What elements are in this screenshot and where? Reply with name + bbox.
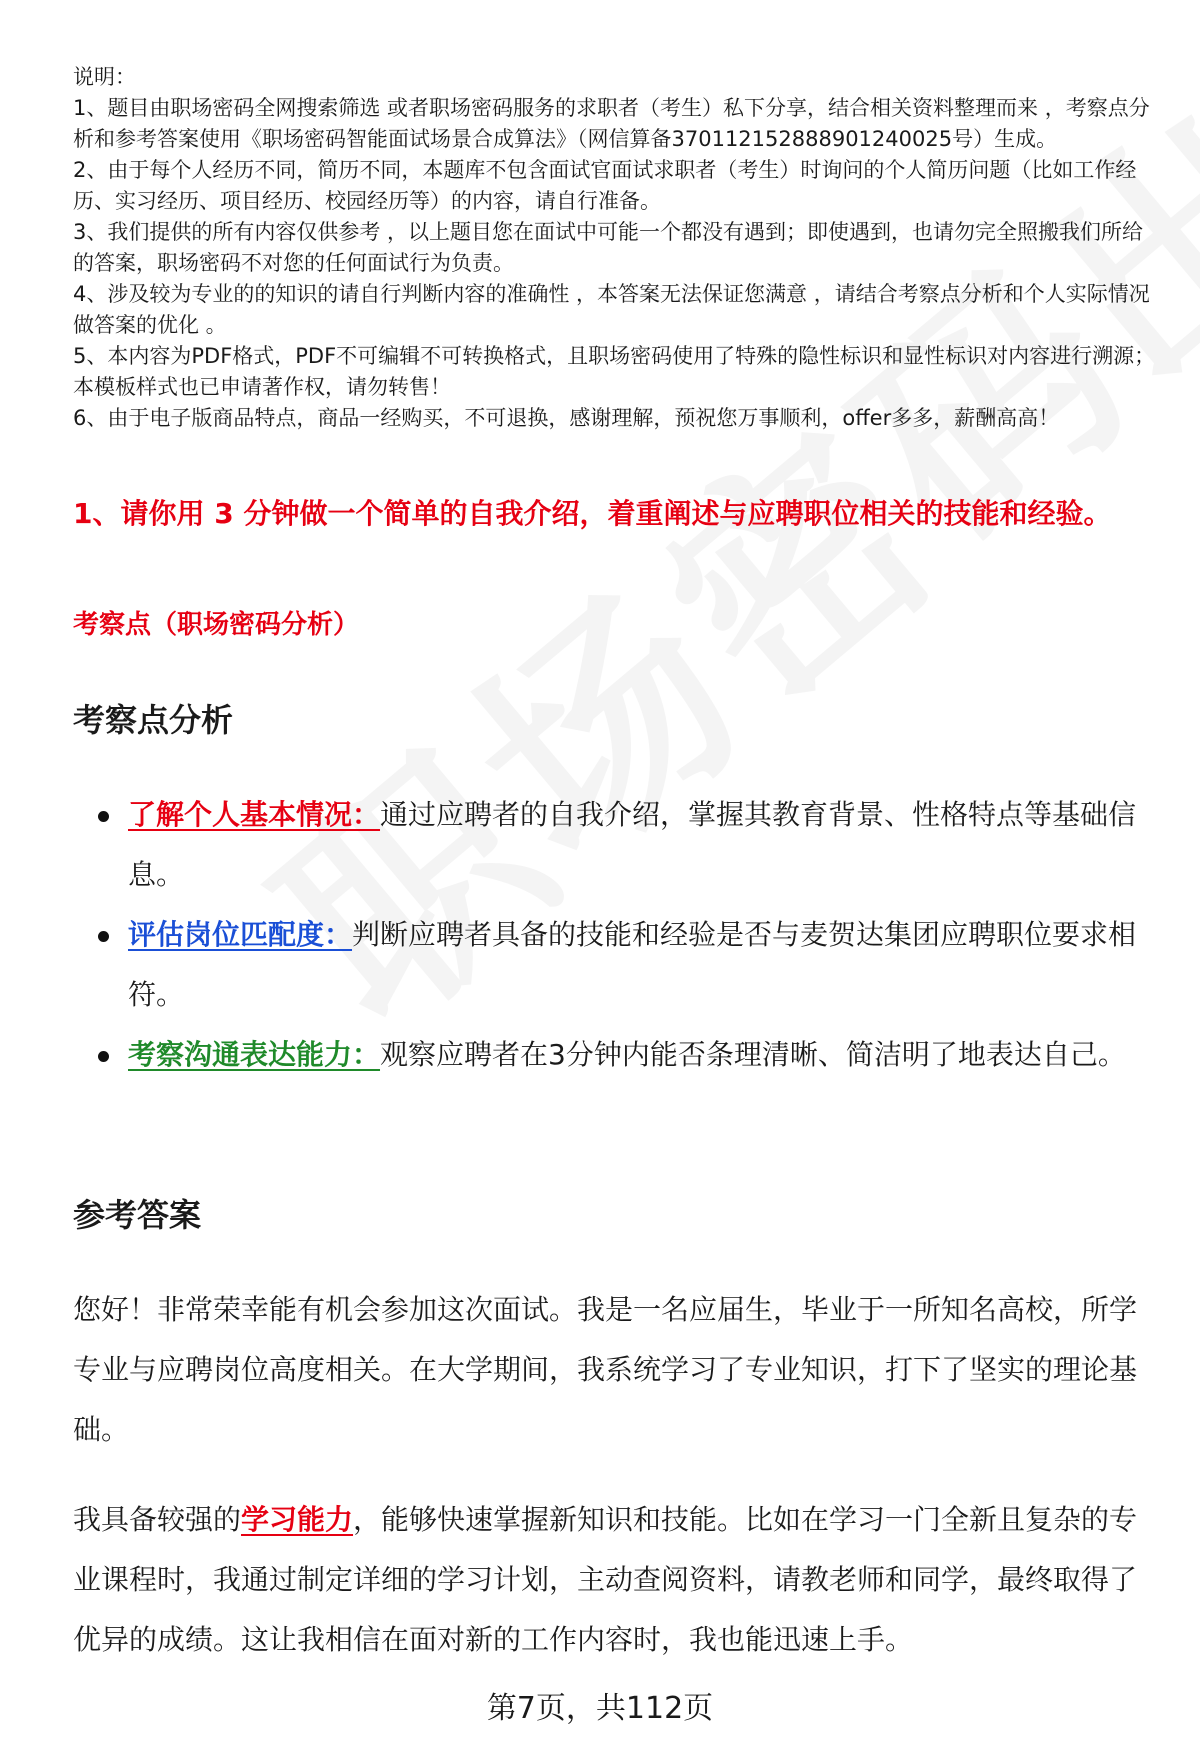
bullet-dot-icon: [98, 811, 109, 822]
bullet-dot-icon: [98, 931, 109, 942]
notice-item: 5、本内容为PDF格式，PDF不可编辑不可转换格式，且职场密码使用了特殊的隐性标识和显性标识对内容进行溯源；本模板样式也已申请著作权，请勿转售！: [73, 344, 1156, 399]
analysis-point: [70, 1025, 1150, 1145]
analysis-text: 通过应聘者的自我介绍，掌握其教育背景、性格特点等基础信息。: [128, 798, 1137, 891]
notice-item: 3、我们提供的所有内容仅供参考 ，以上题目您在面试中可能一个都没有遇到；即使遇到，也请勿完全照搬我们所给的答案，职场密码不对您的任何面试行为负责。: [73, 220, 1144, 275]
answer-text: ，能够快速掌握新知识和技能。比如在学习一门全新且复杂的专业课程时，我通过制定详细的学习计划，主动查阅资料，请教老师和同学，最终取得了优异的成绩。这让我相信在面对新的工作内容时，我也能迅速上手。: [73, 1503, 1138, 1656]
analysis-text: 观察应聘者在3分钟内能否条理清晰、简洁明了地表达自己。: [380, 1038, 1126, 1071]
notice-item: 4、涉及较为专业的的知识的请自行判断内容的准确性 ，本答案无法保证您满意 ，请结合考察点分析和个人实际情况做答案的优化 。: [73, 282, 1150, 337]
answer-heading: 参考答案: [73, 1196, 202, 1234]
answer-paragraph: [73, 1490, 1148, 1670]
notice-section: [73, 62, 1158, 434]
analysis-text: 判断应聘者具备的技能和经验是否与麦贺达集团应聘职位要求相符。: [128, 918, 1137, 1011]
answer-highlight: 学习能力: [241, 1503, 354, 1536]
analysis-heading: 考察点分析: [73, 701, 234, 739]
notice-title: 说明：: [73, 65, 136, 89]
bullet-dot-icon: [98, 1051, 109, 1062]
analysis-point: [70, 785, 1150, 905]
page-number: 第7页，共112页: [486, 1691, 714, 1726]
question-title: 1、请你用 3 分钟做一个简单的自我介绍，着重阐述与应聘职位相关的技能和经验。: [73, 497, 1112, 530]
analysis-keyword: 考察沟通表达能力：: [128, 1038, 381, 1071]
analysis-point: [70, 905, 1150, 1025]
answer-paragraph: 您好！非常荣幸能有机会参加这次面试。我是一名应届生，毕业于一所知名高校，所学专业与应聘岗位高度相关。在大学期间，我系统学习了专业知识，打下了坚实的理论基础。: [73, 1293, 1138, 1446]
notice-item: 1、题目由职场密码全网搜索筛选 或者职场密码服务的求职者（考生）私下分享，结合相关资料整理而来 ，考察点分析和参考答案使用《职场密码智能面试场景合成算法》（网信算备370112152888901240025号）生成。: [73, 96, 1150, 151]
analysis-keyword: 评估岗位匹配度：: [128, 918, 353, 951]
analysis-list: [70, 785, 1150, 1145]
answer-text: 我具备较强的: [73, 1503, 242, 1536]
analysis-keyword: 了解个人基本情况：: [128, 798, 381, 831]
notice-item: 2、由于每个人经历不同，简历不同，本题库不包含面试官面试求职者（考生）时询问的个人简历问题（比如工作经历、实习经历、项目经历、校园经历等）的内容，请自行准备。: [73, 158, 1137, 213]
notice-item: 6、由于电子版商品特点，商品一经购买，不可退换，感谢理解，预祝您万事顺利，offer多多，薪酬高高！: [73, 406, 1060, 430]
analysis-source-label: 考察点（职场密码分析）: [73, 610, 360, 640]
